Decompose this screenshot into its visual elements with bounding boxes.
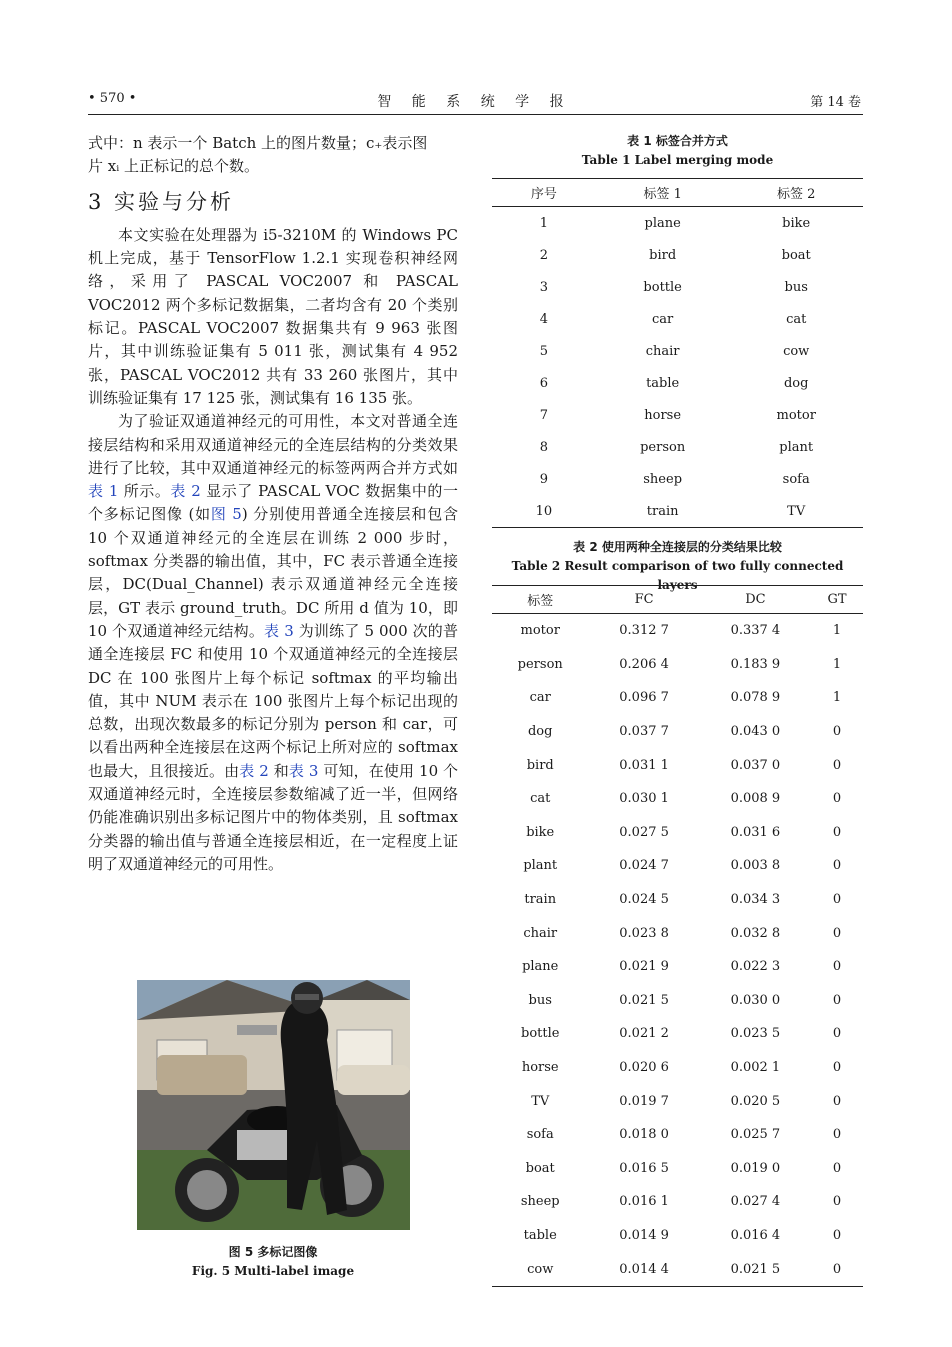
table-cell: 5 <box>539 343 549 359</box>
table-2-link[interactable]: 表 2 <box>170 482 201 501</box>
table-cell: 0 <box>832 824 842 840</box>
table-cell: 0 <box>832 1026 842 1042</box>
table-row <box>492 207 863 240</box>
table-row <box>492 1219 863 1253</box>
table-2-link[interactable]: 表 2 <box>239 761 269 780</box>
text-run: ) 分别使用普通全连接层和包含 10 个双通道神经元的全连层在训练 2 000 步时，softmax 分类器的输出值，其中，FC 表示普通全连接层，DC(Dual_Channel) 表示双通道神经元全连接层，GT 表示 ground_truth。DC 所用 d 值为 10，即 10 个双通道神经元结构。 <box>88 505 459 640</box>
table-cell: 0.024 7 <box>619 858 669 874</box>
intro-line-1: 式中：n 表示一个 Batch 上的图片数量；c₊表示图 <box>88 134 428 152</box>
table-cell: 0.043 0 <box>730 724 781 740</box>
table-cell: 0.018 0 <box>619 1127 669 1143</box>
table-cell: table <box>646 375 680 391</box>
table-cell: chair <box>523 925 558 941</box>
table-cell: 0.020 6 <box>619 1060 669 1076</box>
table-cell: 7 <box>539 407 549 423</box>
table-row <box>492 303 863 335</box>
text-run: 和 <box>268 761 289 780</box>
table-cell: person <box>517 656 563 672</box>
table-cell: 0.027 5 <box>619 824 669 840</box>
table-cell: motor <box>776 407 816 423</box>
table-cell: sheep <box>520 1194 560 1210</box>
table-row <box>492 681 863 715</box>
table-row <box>492 431 863 463</box>
table-cell: horse <box>521 1060 559 1076</box>
table-cell: 0.037 7 <box>619 724 669 740</box>
table-cell: 0.021 9 <box>619 959 669 975</box>
table-2-caption-en: Table 2 Result comparison of two fully connected layers <box>511 559 844 592</box>
table-row <box>492 239 863 271</box>
table-row <box>492 271 863 303</box>
table-cell: person <box>640 439 686 455</box>
column-header: 序号 <box>492 179 596 207</box>
table-cell: 0 <box>832 1227 842 1243</box>
figure-5-image <box>137 980 410 1230</box>
table-2-body <box>492 614 863 1287</box>
table-row <box>492 399 863 431</box>
table-cell: 1 <box>832 656 842 672</box>
table-2-header-row <box>492 586 863 614</box>
table-1-caption-en: Table 1 Label merging mode <box>581 153 774 167</box>
table-row <box>492 748 863 782</box>
page-number: • 570 • <box>88 91 137 106</box>
table-row <box>492 495 863 528</box>
table-row <box>492 1185 863 1219</box>
journal-name: 智 能 系 统 学 报 <box>377 94 572 110</box>
table-cell: bike <box>782 215 811 231</box>
table-row <box>492 1118 863 1152</box>
table-cell: cow <box>492 1252 588 1286</box>
table-row <box>492 463 863 495</box>
table-cell: train <box>596 495 730 528</box>
table-cell: 0.206 4 <box>619 656 669 672</box>
table-cell: 0 <box>832 791 842 807</box>
table-cell: 0 <box>832 858 842 874</box>
table-row <box>492 816 863 850</box>
table-cell: 0.023 5 <box>730 1026 781 1042</box>
column-header: DC <box>700 586 811 614</box>
table-row <box>492 782 863 816</box>
column-header: FC <box>588 586 699 614</box>
table-3-link[interactable]: 表 3 <box>264 621 294 640</box>
volume-label: 第 14 卷 <box>810 95 861 110</box>
table-cell: bird <box>526 757 554 773</box>
table-cell: 0 <box>832 1194 842 1210</box>
table-cell: motor <box>520 623 560 639</box>
table-cell: bottle <box>643 279 682 295</box>
figure-5-caption <box>88 1243 458 1281</box>
table-cell: 0.023 8 <box>619 925 669 941</box>
table-cell: 0.008 9 <box>730 791 781 807</box>
table-cell: 3 <box>539 279 549 295</box>
table-row <box>492 648 863 682</box>
table-cell: 0.183 9 <box>730 656 781 672</box>
left-column <box>88 132 458 876</box>
table-cell: TV <box>729 495 863 528</box>
table-cell: 1 <box>832 623 842 639</box>
table-row <box>492 335 863 367</box>
table-row <box>492 614 863 648</box>
table-row <box>492 715 863 749</box>
table-cell: 10 <box>492 495 596 528</box>
table-2-caption-cn: 表 2 使用两种全连接层的分类结果比较 <box>573 540 782 554</box>
column-header: GT <box>811 586 863 614</box>
table-cell: 0.021 5 <box>619 992 669 1008</box>
table-cell: 0 <box>832 1127 842 1143</box>
table-cell: 0 <box>832 1060 842 1076</box>
column-header: 标签 <box>492 586 588 614</box>
table-cell: sofa <box>782 471 810 487</box>
table-cell: bird <box>649 247 677 263</box>
table-cell: 1 <box>539 215 549 231</box>
header-rule <box>88 114 863 115</box>
table-1-body <box>492 207 863 528</box>
table-cell: 0.031 1 <box>619 757 669 773</box>
table-cell: 0.030 1 <box>619 791 669 807</box>
table-cell: 0 <box>832 925 842 941</box>
table-row <box>492 1252 863 1286</box>
table-cell: 0.034 3 <box>730 892 781 908</box>
text-run: 为了验证双通道神经元的可用性，本文对普通全连接层结构和采用双通道神经元的全连层结构的分类效果进行了比较，其中双通道神经元的标签两两合并方式如 <box>88 412 458 477</box>
column-header: 标签 2 <box>729 179 863 207</box>
table-cell: 0 <box>832 892 842 908</box>
table-cell: bus <box>528 992 552 1008</box>
table-cell: bike <box>526 824 555 840</box>
intro-line-2: 片 xᵢ 上正标记的总个数。 <box>88 157 260 176</box>
table-cell: 0.337 4 <box>730 623 781 639</box>
table-cell: chair <box>645 343 680 359</box>
table-2 <box>492 585 863 1287</box>
figure-5-link[interactable]: 图 5 <box>210 505 242 524</box>
table-cell: car <box>652 311 674 327</box>
table-cell: 0.014 9 <box>619 1227 669 1243</box>
table-cell: TV <box>531 1093 550 1109</box>
table-cell: 0 <box>832 959 842 975</box>
table-1-link[interactable]: 表 1 <box>88 482 119 501</box>
table-cell: 0.027 4 <box>730 1194 781 1210</box>
table-cell: plane <box>644 215 681 231</box>
text-run: 可知，在使用 10 个双通道神经元时，全连接层参数缩减了近一半，但网络仍能准确识别出多标记图片中的物体类别，且 softmax 分类器的输出值与普通全连接层相近，在一定程度上证明了双通道神经元的可用性。 <box>88 761 459 873</box>
table-cell: horse <box>644 407 682 423</box>
table-cell: 0.024 5 <box>619 892 669 908</box>
column-header: 标签 1 <box>596 179 730 207</box>
table-row <box>492 1051 863 1085</box>
table-cell: 0 <box>832 992 842 1008</box>
paragraph-1: 本文实验在处理器为 i5-3210M 的 Windows PC 机上完成，基于 TensorFlow 1.2.1 实现卷积神经网络，采用了 PASCAL VOC2007 和 PASCAL VOC2012 两个多标记数据集，二者均含有 20 个类别标记。PASCAL VOC2007 数据集共有 9 963 张图片，其中训练验证集有 5 011 张，测试集有 4 952 张，PASCAL VOC2012 共有 33 260 张图片，其中训练验证集有 17 125 张，测试集有 16 135 张。 <box>88 225 458 407</box>
motorcycle-photo-illustration <box>137 980 410 1230</box>
text-run: 为训练了 5 000 次的普通全连接层 FC 和使用 10 个双通道神经元的全连接层 DC 在 100 张图片上每个标记 softmax 的平均输出值，其中 NUM 表示在 100 张图片上每个标记出现的总数，出现次数最多的标记分别为 person 和 car，可以看出两种全连接层在这两个标记上所对应的 softmax 也最大，且很接近。由 <box>88 621 459 780</box>
table-cell: 1 <box>832 690 842 706</box>
table-1 <box>492 178 863 528</box>
table-row <box>492 367 863 399</box>
table-cell: 0.019 0 <box>730 1160 781 1176</box>
table-cell: 0.030 0 <box>730 992 781 1008</box>
table-cell: 0.020 5 <box>730 1093 781 1109</box>
table-row <box>492 984 863 1018</box>
table-cell: 4 <box>539 311 549 327</box>
table-row <box>492 1017 863 1051</box>
table-row <box>492 1084 863 1118</box>
table-1-caption <box>492 132 863 170</box>
table-cell: table <box>523 1227 557 1243</box>
table-cell: plane <box>522 959 559 975</box>
table-cell: 8 <box>539 439 549 455</box>
table-cell: plant <box>779 439 814 455</box>
table-1-caption-cn: 表 1 标签合并方式 <box>627 134 728 148</box>
table-row <box>492 1152 863 1186</box>
table-cell: 6 <box>539 375 549 391</box>
table-cell: sheep <box>643 471 683 487</box>
table-cell: 0.021 2 <box>619 1026 669 1042</box>
paragraph-2 <box>88 410 458 876</box>
table-cell: 0.014 4 <box>588 1252 699 1286</box>
table-cell: 0.096 7 <box>619 690 669 706</box>
text-run: 显示了 PASCAL VOC 数据集中的一个多标记图像 (如 <box>88 482 458 524</box>
section-title: 3 实验与分析 <box>88 189 235 214</box>
table-cell: 0.031 6 <box>730 824 781 840</box>
table-cell: 0.022 3 <box>730 959 781 975</box>
table-cell: cat <box>786 311 807 327</box>
table-cell: 9 <box>539 471 549 487</box>
table-cell: 0.003 8 <box>730 858 781 874</box>
figure-5-caption-cn: 图 5 多标记图像 <box>228 1245 318 1259</box>
table-cell: car <box>529 690 551 706</box>
table-cell: 0.032 8 <box>730 925 781 941</box>
figure-5-caption-en: Fig. 5 Multi-label image <box>191 1264 355 1278</box>
table-cell: bottle <box>521 1026 560 1042</box>
table-cell: sofa <box>526 1127 554 1143</box>
running-header <box>88 91 861 111</box>
text-run: 所示。 <box>118 482 171 501</box>
table-cell: 0.021 5 <box>700 1252 811 1286</box>
table-cell: 0 <box>832 724 842 740</box>
table-cell: 0.078 9 <box>730 690 781 706</box>
table-cell: dog <box>783 375 809 391</box>
table-cell: 0.016 5 <box>619 1160 669 1176</box>
table-row <box>492 849 863 883</box>
table-row <box>492 916 863 950</box>
table-row <box>492 883 863 917</box>
table-cell: 0.312 7 <box>619 623 669 639</box>
table-cell: boat <box>781 247 811 263</box>
table-cell: 0.019 7 <box>619 1093 669 1109</box>
table-cell: 0 <box>832 757 842 773</box>
table-cell: dog <box>527 724 553 740</box>
table-cell: train <box>524 892 557 908</box>
table-cell: 2 <box>539 247 549 263</box>
table-cell: plant <box>523 858 558 874</box>
table-cell: bus <box>784 279 808 295</box>
table-3-link[interactable]: 表 3 <box>288 761 319 780</box>
table-cell: cow <box>783 343 810 359</box>
table-1-header-row <box>492 179 863 207</box>
table-row <box>492 950 863 984</box>
table-cell: 0.016 4 <box>730 1227 781 1243</box>
table-cell: 0.025 7 <box>730 1127 781 1143</box>
table-cell: cat <box>530 791 551 807</box>
table-cell: 0 <box>811 1252 863 1286</box>
table-cell: 0 <box>832 1093 842 1109</box>
table-cell: boat <box>525 1160 555 1176</box>
table-cell: 0.037 0 <box>730 757 781 773</box>
table-cell: 0 <box>832 1160 842 1176</box>
table-cell: 0.002 1 <box>730 1060 781 1076</box>
table-cell: 0.016 1 <box>619 1194 669 1210</box>
